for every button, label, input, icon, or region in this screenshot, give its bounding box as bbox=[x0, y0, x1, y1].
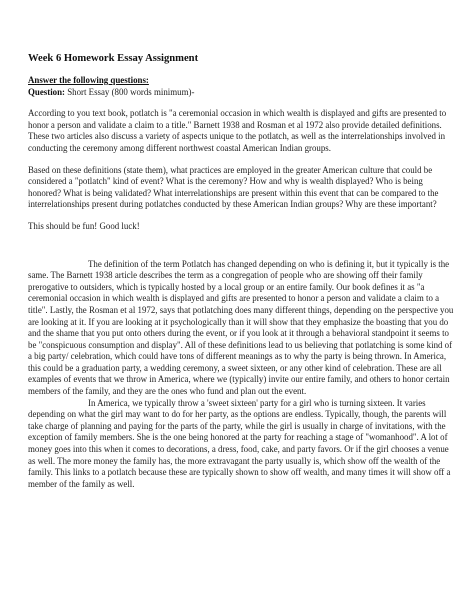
question-label: Question: bbox=[28, 86, 65, 97]
prompt-paragraph-closing: This should be fun! Good luck! bbox=[28, 220, 140, 231]
prompt-paragraph-definitions: According to you text book, potlatch is "a ceremonial occasion in which wealth is displayed and gifts are presented to honor a person and validate a claim to a title." Barnett 1938 and Rosman et al 1972 also provide detailed definitions. These two articles also discuss a variety of aspects unique to the potlatch, as well as the interrelationships involved in conducting the ceremony among different northwest coastal American Indian groups. bbox=[28, 108, 447, 153]
assignment-title: Week 6 Homework Essay Assignment bbox=[28, 53, 199, 64]
question-text: Short Essay (800 words minimum)- bbox=[67, 86, 195, 97]
document-page bbox=[28, 52, 456, 490]
prompt-paragraph-questions: Based on these definitions (state them), what practices are employed in the greater American culture that could be considered a "potlatch" kind of event? What is the ceremony? How and why is wealth displayed? Who is being honored? What is being validated? What interrelationships are present within this event that can be compared to the interrelationships present during potlatches conducted by these American Indian groups? Why are these important? bbox=[28, 164, 439, 210]
essay-paragraph-definition: The definition of the term Potlatch has changed depending on who is defining it, but it typically is the same. The Barnett 1938 article describes the term as a congregation of people who are showing off their family prerogative to outsiders, which is typically hosted by a local group or an entire family. Our book defines it as "a ceremonial occasion in which wealth is displayed and gifts are presented to honor a person and validate a claim to a title". Lastly, the Rosman et al 1972, says that potlatching does many different things, depending on the perspective you are looking at it. If you are looking at it psychologically than it will show that they emphasize the boasting that you do and the shame that you put onto others during the event, or if you look at it through a behavioral standpoint it seems to be "conspicuous consumption and display". All of these definitions lead to us believing that potlatching is some kind of a big party/ celebration, which could have tons of different meanings as to why the party is being thrown. In America, this could be a graduation party, a wedding ceremony, a sweet sixteen, or any other kind of celebration. These are all examples of events that we throw in America, where we (typically) invite our entire family, and others to honor certain members of the family, and they are the ones who fund and plan out the event. bbox=[28, 258, 454, 397]
essay-body bbox=[28, 259, 456, 491]
essay-paragraph-sweet-sixteen: In America, we typically throw a 'sweet sixteen' party for a girl who is turning sixteen. It varies depending on what the girl may want to do for her party, as the options are endless. Typically, though, the parents will take charge of planning and paying for the parts of the party, while the girl is usually in charge of invitations, with the exception of family members. She is the one being honored at the party for reaching a stage of "womanhood". A lot of money goes into this when it comes to decorations, a dress, food, cake, and party favors. Or if the girl chooses a venue as well. The more money the family has, the more extravagant the party usually is, which show off the wealth of the family. This links to a potlatch because these are typically shown to show off wealth, and many times it will show off a member of the family as well. bbox=[28, 397, 451, 489]
question-line bbox=[28, 87, 456, 99]
answer-heading: Answer the following questions: bbox=[28, 75, 149, 85]
